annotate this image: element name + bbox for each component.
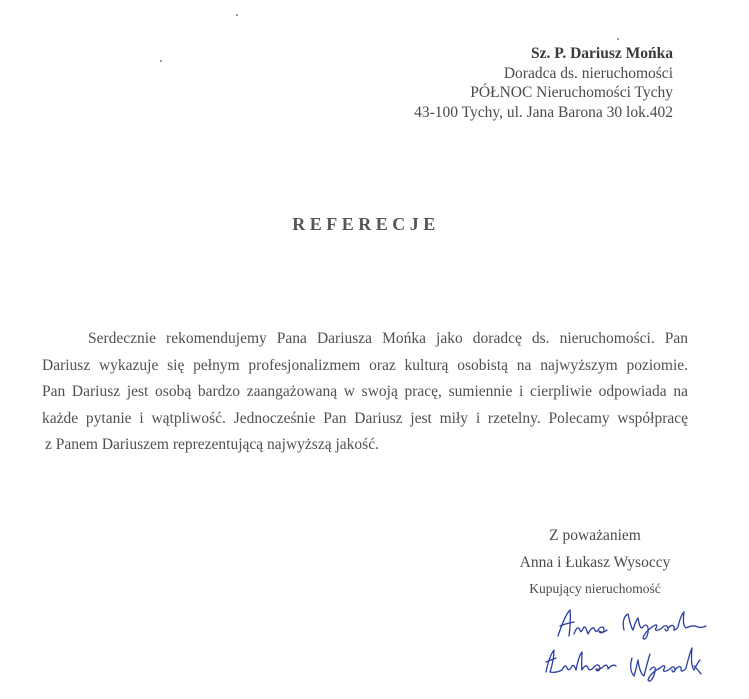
recipient-address: 43-100 Tychy, ul. Jana Barona 30 lok.402	[414, 103, 673, 121]
closing-block	[500, 526, 690, 599]
document-title: REFERECJE	[292, 214, 440, 234]
body-line-4: każde pytanie i wątpliwość. Jednocześnie Pan Dariusz jest miły i rzetelny. Polecamy współpracę	[42, 409, 688, 427]
scan-speck	[236, 14, 238, 16]
recipient-company: PÓŁNOC Nieruchomości Tychy	[470, 84, 673, 101]
scan-speck	[160, 60, 162, 62]
closing-signers: Anna i Łukasz Wysoccy	[519, 554, 671, 571]
closing-role: Kupujący nieruchomość	[529, 581, 661, 596]
body-line-3: Pan Dariusz jest osobą bardzo zaangażowaną w swoją pracę, sumiennie i cierpliwie odpowiada na	[42, 383, 688, 400]
body-line-5: z Panem Dariuszem reprezentującą najwyższą jakość.	[45, 436, 379, 453]
recipient-block	[414, 44, 673, 122]
reference-body	[42, 326, 688, 459]
closing-greeting: Z poważaniem	[549, 527, 641, 544]
handwritten-signature	[538, 600, 718, 695]
body-line-1: Serdecznie rekomendujemy Pana Dariusza Mońka jako doradcę ds. nieruchomości. Pan	[88, 330, 688, 347]
body-line-2: Dariusz wykazuje się pełnym profesjonalizmem oraz kulturą osobistą na najwyższym poziomie.	[42, 356, 688, 374]
scan-speck	[617, 38, 619, 40]
recipient-role: Doradca ds. nieruchomości	[503, 64, 673, 82]
recipient-name: Sz. P. Dariusz Mońka	[531, 45, 673, 62]
